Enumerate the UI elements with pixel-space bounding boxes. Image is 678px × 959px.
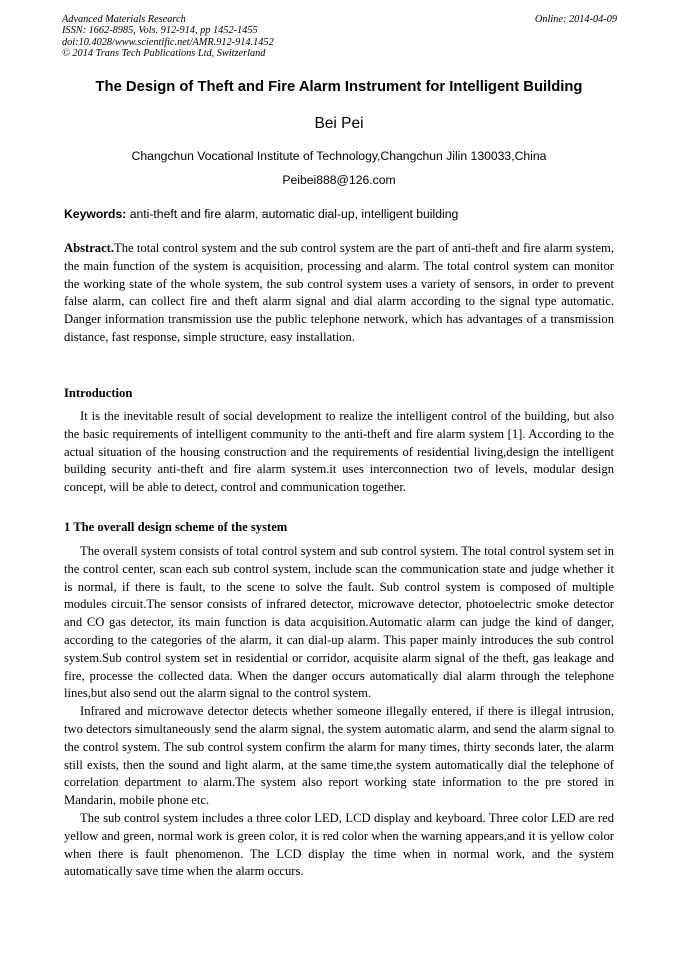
author-email: Peibei888@126.com — [282, 173, 396, 187]
keywords — [64, 207, 614, 221]
section1-body — [64, 543, 614, 881]
journal-header — [62, 14, 617, 59]
issn-line: ISSN: 1662-8985, Vols. 912-914, pp 1452-1455 — [62, 25, 258, 37]
online-date: Online: 2014-04-09 — [534, 14, 617, 25]
introduction-heading: Introduction — [64, 386, 133, 400]
abstract-label: Abstract. — [64, 241, 115, 255]
author-name: Bei Pei — [314, 115, 364, 132]
section1-paragraph: The overall system consists of total control system and sub control system. The total control system set in the control center, scan each sub control system, include scan the communication state and judge whether it is normal, if there is fault, to the scene to solve the fault. Sub control system is composed of multiple modules circuit.The sensor consists of infrared detector, microwave detector, photoelectric smoke detector and CO gas detector, its main function is data acquisition.Automatic alarm can judge the kind of danger, according to the categories of the alarm, it can dial-up alarm. This paper mainly introduces the sub control system.Sub control system set in residential or corridor, acquisite alarm signal of the theft, gas leakage and fire, processe the collected data. When the danger occurs automatically dial alarm through the telephone lines,but also send out the alarm signal to the control system. — [64, 544, 614, 701]
section1-paragraph: Infrared and microwave detector detects whether someone illegally entered, if there is illegal intrusion, two detectors simultaneously send the alarm signal, the system automatic alarm, and send the alarm signal to the control system. The sub control system confirm the alarm for many times, thirty seconds later, the alarm still exists, then the sound and light alarm, at the same time,the system automatically dial the telephone of correlation department to alarm.The system also report working state information to the pre stored in Mandarin, mobile phone etc. — [64, 704, 614, 808]
abstract-text: The total control system and the sub control system are the part of anti-theft and fire alarm system, the main function of the system is acquisition, processing and alarm. The total control system can monitor the working state of the whole system, the sub control system uses a variety of sensors, in order to prevent false alarm, can collect fire and theft alarm signal and dial alarm according to the signal type automatic. Danger information transmission use the public telephone network, which has advantages of a transmission distance, fast response, simple structure, easy installation. — [64, 241, 614, 344]
keywords-text: anti-theft and fire alarm, automatic dial-up, intelligent building — [126, 207, 459, 221]
section1-heading: 1 The overall design scheme of the system — [64, 520, 288, 534]
journal-name: Advanced Materials Research — [62, 14, 186, 25]
section1-paragraph: The sub control system includes a three color LED, LCD display and keyboard. Three color LED are red yellow and green, normal work is green color, it is red color when the warning appears,and it is yellow color when there is fault phenomenon. The LCD display the time when in normal work, and the system automatically save time when the alarm occurs. — [64, 810, 614, 879]
keywords-label: Keywords: — [64, 207, 127, 221]
doi-line: doi:10.4028/www.scientific.net/AMR.912-914.1452 — [62, 36, 274, 48]
copyright-line: © 2014 Trans Tech Publications Ltd, Switzerland — [62, 47, 266, 59]
introduction-paragraph: It is the inevitable result of social development to realize the intelligent control of the building, but also the basic requirements of intelligent community to the anti-theft and fire alarm system [1]. According to the actual situation of the housing construction and the requirements of residential living,design the intelligent building security anti-theft and fire alarm system.it uses interconnection two of levels, modular design concept, will be able to detect, control and communication together. — [64, 409, 614, 495]
paper-title: The Design of Theft and Fire Alarm Instrument for Intelligent Building — [95, 79, 583, 95]
affiliation: Changchun Vocational Institute of Technology,Changchun Jilin 130033,China — [131, 149, 547, 163]
abstract — [64, 240, 614, 347]
introduction-body — [64, 408, 614, 497]
